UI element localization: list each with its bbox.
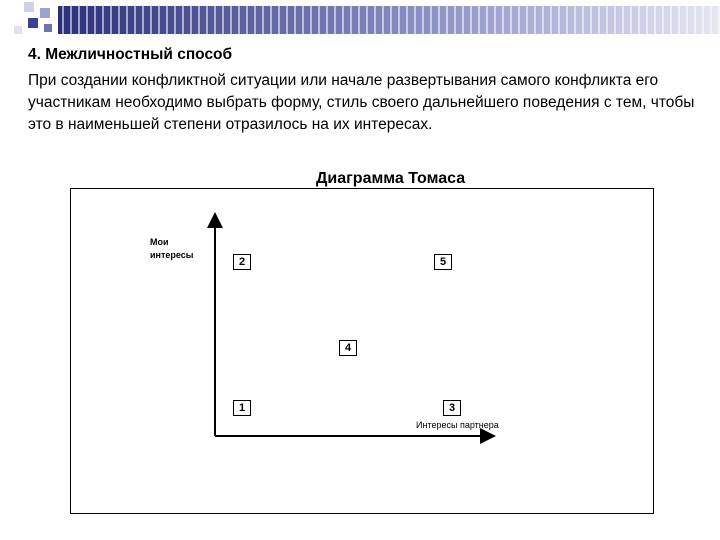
banner-stripe bbox=[622, 6, 624, 34]
banner-stripe bbox=[206, 6, 208, 34]
banner-stripe bbox=[182, 6, 184, 34]
banner-stripe bbox=[118, 6, 120, 34]
banner-stripe bbox=[694, 6, 696, 34]
banner-stripe bbox=[142, 6, 144, 34]
banner-stripe bbox=[326, 6, 328, 34]
banner-stripe bbox=[486, 6, 488, 34]
banner-stripe bbox=[534, 6, 536, 34]
banner-stripe bbox=[574, 6, 576, 34]
banner-stripe bbox=[150, 6, 152, 34]
banner-stripe bbox=[390, 6, 392, 34]
banner-stripe bbox=[286, 6, 288, 34]
banner-stripe bbox=[214, 6, 216, 34]
banner-stripe bbox=[518, 6, 520, 34]
diagram-title: Диаграмма Томаса bbox=[316, 170, 466, 187]
banner-stripe bbox=[222, 6, 224, 34]
banner-stripe bbox=[502, 6, 504, 34]
banner-stripe bbox=[78, 6, 80, 34]
box-4: 4 bbox=[339, 340, 357, 356]
banner-stripe bbox=[198, 6, 200, 34]
banner-stripe bbox=[454, 6, 456, 34]
banner-stripe bbox=[630, 6, 632, 34]
banner-stripe bbox=[366, 6, 368, 34]
banner-stripe bbox=[438, 6, 440, 34]
banner-stripe bbox=[230, 6, 232, 34]
banner-stripe bbox=[278, 6, 280, 34]
banner-stripe bbox=[422, 6, 424, 34]
y-axis-label-line2: интересы bbox=[150, 250, 194, 260]
banner-stripe bbox=[374, 6, 376, 34]
banner-stripe bbox=[606, 6, 608, 34]
banner-stripe bbox=[598, 6, 600, 34]
slide-body-text: При создании конфликтной ситуации или начале развертывания самого конфликта его участникам необходимо выбрать форму, стиль своего дальнейшего поведения с тем, чтобы это в наименьшей степени отразилось на их интересах. bbox=[28, 72, 695, 133]
banner-stripe bbox=[358, 6, 360, 34]
banner-stripe bbox=[686, 6, 688, 34]
box-3: 3 bbox=[443, 400, 461, 416]
banner-stripe bbox=[342, 6, 344, 34]
banner-stripe bbox=[550, 6, 552, 34]
banner-stripe bbox=[382, 6, 384, 34]
banner-stripe bbox=[126, 6, 128, 34]
banner-stripe bbox=[654, 6, 656, 34]
slide-heading: 4. Межличностный способ bbox=[28, 46, 233, 63]
box-5: 5 bbox=[434, 254, 452, 270]
banner-stripe bbox=[526, 6, 528, 34]
header-banner bbox=[0, 0, 720, 40]
banner-stripe bbox=[542, 6, 544, 34]
banner-stripe bbox=[430, 6, 432, 34]
y-axis-label bbox=[150, 236, 193, 262]
banner-stripe bbox=[94, 6, 96, 34]
banner-stripe bbox=[270, 6, 272, 34]
banner-stripe bbox=[710, 6, 712, 34]
banner-stripe bbox=[350, 6, 352, 34]
banner-stripe bbox=[702, 6, 704, 34]
banner-stripe bbox=[134, 6, 136, 34]
banner-stripe bbox=[646, 6, 648, 34]
banner-stripe bbox=[190, 6, 192, 34]
x-axis-label: Интересы партнера bbox=[416, 420, 499, 430]
banner-stripe bbox=[102, 6, 104, 34]
banner-stripe bbox=[590, 6, 592, 34]
banner-stripe bbox=[470, 6, 472, 34]
banner-stripe bbox=[582, 6, 584, 34]
banner-stripe bbox=[318, 6, 320, 34]
banner-stripe bbox=[462, 6, 464, 34]
banner-stripe bbox=[478, 6, 480, 34]
banner-stripe bbox=[334, 6, 336, 34]
banner-stripe bbox=[110, 6, 112, 34]
banner-stripe bbox=[406, 6, 408, 34]
banner-stripe bbox=[494, 6, 496, 34]
banner-stripe bbox=[246, 6, 248, 34]
banner-stripe bbox=[294, 6, 296, 34]
banner-stripe bbox=[62, 6, 64, 34]
banner-stripe bbox=[310, 6, 312, 34]
banner-stripe bbox=[254, 6, 256, 34]
banner-stripe bbox=[174, 6, 176, 34]
banner-stripe bbox=[678, 6, 680, 34]
box-1: 1 bbox=[233, 400, 251, 416]
banner-stripe bbox=[566, 6, 568, 34]
banner-stripe bbox=[86, 6, 88, 34]
banner-stripe bbox=[510, 6, 512, 34]
box-2: 2 bbox=[233, 254, 251, 270]
banner-stripe bbox=[262, 6, 264, 34]
banner-stripe bbox=[302, 6, 304, 34]
banner-stripe bbox=[158, 6, 160, 34]
banner-stripe bbox=[614, 6, 616, 34]
y-axis-label-line1: Мои bbox=[150, 237, 169, 247]
banner-stripe bbox=[70, 6, 72, 34]
banner-stripe bbox=[398, 6, 400, 34]
banner-stripe bbox=[638, 6, 640, 34]
banner-stripe bbox=[166, 6, 168, 34]
banner-stripe bbox=[238, 6, 240, 34]
banner-stripe bbox=[558, 6, 560, 34]
banner-stripe bbox=[670, 6, 672, 34]
banner-stripe bbox=[446, 6, 448, 34]
banner-stripe bbox=[662, 6, 664, 34]
banner-stripe bbox=[414, 6, 416, 34]
